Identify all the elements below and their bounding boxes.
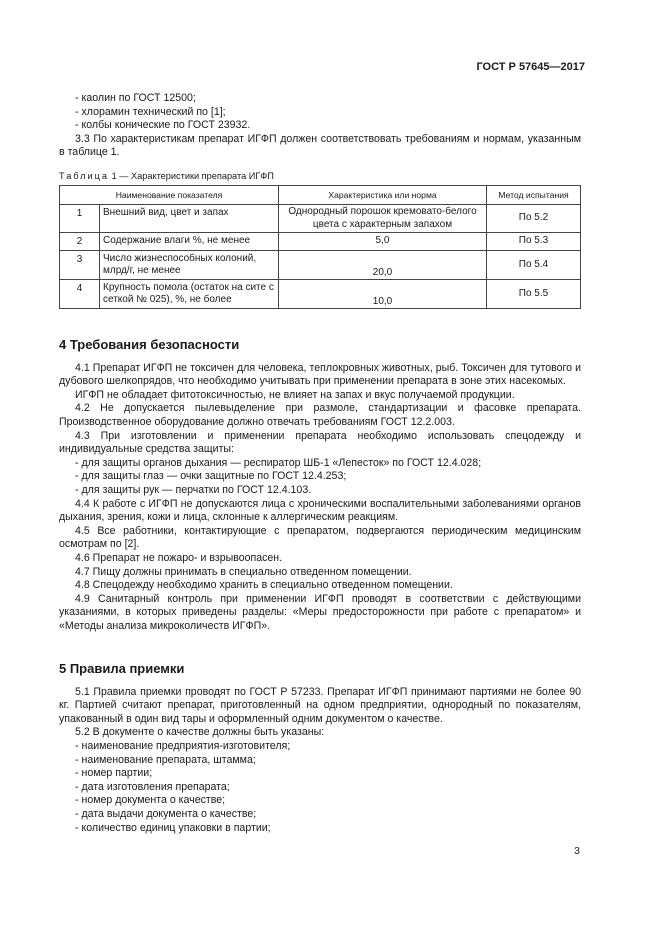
table-caption-text: 1 — Характеристики препарата ИГФП	[111, 171, 274, 181]
list-item: - каолин по ГОСТ 12500;	[75, 92, 196, 104]
paragraph: 5.2 В документе о качестве должны быть указаны:	[75, 726, 325, 739]
paragraph: 4.8 Спецодежду необходимо хранить в специально отведенном помещении.	[75, 579, 453, 592]
page-number: 3	[574, 845, 580, 857]
header-method: Метод испытания	[487, 186, 581, 205]
table-row	[60, 251, 581, 280]
row-norm: Однородный порошок кремовато-белого цвета с характерным запахом	[279, 205, 487, 233]
row-method: По 5.5	[487, 280, 581, 309]
paragraph-3-3: 3.3 По характеристикам препарат ИГФП должен соответствовать требованиям и нормам, указанным в таблице 1.	[59, 132, 581, 159]
list-item: - для защиты рук — перчатки по ГОСТ 12.4.103.	[75, 483, 312, 496]
row-name: Число жизнеспособных колоний, млрд/г, не менее	[100, 251, 279, 280]
characteristics-table	[59, 185, 581, 309]
list-item: - номер документа о качестве;	[75, 794, 226, 807]
section-5	[59, 662, 581, 835]
list-item: - для защиты органов дыхания — респиратор ШБ-1 «Лепесток» по ГОСТ 12.4.028;	[75, 456, 482, 469]
list-item: - для защиты глаз — очки защитные по ГОСТ 12.4.253;	[75, 470, 347, 483]
table-row	[60, 280, 581, 309]
document-header: ГОСТ Р 57645—2017	[476, 61, 585, 73]
row-method: По 5.4	[487, 251, 581, 280]
list-item: - количество единиц упаковки в партии;	[75, 821, 271, 834]
paragraph: ИГФП не обладает фитотоксичностью, не влияет на запах и вкус получаемой продукции.	[75, 388, 515, 401]
paragraph: 4.6 Препарат не пожаро- и взрывоопасен.	[75, 551, 283, 564]
row-name: Крупность помола (остаток на сите с сеткой № 025), %, не более	[100, 280, 279, 309]
paragraph: 4.1 Препарат ИГФП не токсичен для человека, теплокровных животных, рыб. Токсичен для тутового и дубового шелкопрядов, что необходимо учитывать при применении препарата в зоне этих насекомых.	[59, 361, 581, 388]
row-norm: 10,0	[279, 280, 487, 309]
paragraph: 4.2 Не допускается пылевыделение при размоле, стандартизации и фасовке препарата. Производственное оборудование должно отвечать требованиям ГОСТ 12.2.003.	[59, 402, 581, 428]
list-item: - наименование предприятия-изготовителя;	[75, 739, 291, 752]
row-norm: 20,0	[279, 251, 487, 280]
row-method: По 5.3	[487, 233, 581, 251]
paragraph: 4.9 Санитарный контроль при применении ИГФП проводят в соответствии с действующими указаниями, в которых приведены разделы: «Меры предосторожности при работе с препаратом» и «Методы анализа микроколичеств ИГФП».	[59, 592, 581, 632]
row-num: 4	[60, 280, 100, 309]
paragraph: 5.1 Правила приемки проводят по ГОСТ Р 57233. Препарат ИГФП принимают партиями не более 90 кг. Партией считают препарат, приготовленный на одном предприятии, однородный по показателям, упакованный в один вид тары и оформленный одним документом о качестве.	[59, 685, 581, 725]
paragraph: 4.4 К работе с ИГФП не допускаются лица с хроническими воспалительными заболеваниями органов дыхания, зрения, кожи и лица, склонные к аллергическим реакциям.	[59, 497, 581, 524]
row-method: По 5.2	[487, 205, 581, 233]
paragraph: 4.7 Пищу должны принимать в специально отведенном помещении.	[75, 565, 412, 578]
section-4-title: 4 Требования безопасности	[59, 337, 240, 352]
section-4	[59, 338, 581, 633]
row-norm: 5,0	[279, 233, 487, 251]
table-row	[60, 233, 581, 251]
row-num: 2	[60, 233, 100, 251]
table-caption-word: Таблица	[59, 171, 110, 181]
row-num: 3	[60, 251, 100, 280]
list-item: - хлорамин технический по [1];	[75, 105, 226, 118]
list-item: - колбы конические по ГОСТ 23932.	[75, 119, 251, 132]
list-item: - дата выдачи документа о качестве;	[75, 807, 257, 820]
section-5-title: 5 Правила приемки	[59, 661, 185, 676]
table-row	[60, 205, 581, 233]
row-name: Внешний вид, цвет и запах	[100, 205, 279, 233]
table-caption	[59, 170, 274, 184]
list-item: - дата изготовления препарата;	[75, 780, 230, 793]
header-name: Наименование показателя	[60, 186, 279, 205]
paragraph: 4.5 Все работники, контактирующие с препаратом, подвергаются периодическим медицинским осмотрам по [2].	[59, 524, 581, 551]
list-item: - наименование препарата, штамма;	[75, 753, 256, 766]
table-header-row	[60, 186, 581, 205]
row-num: 1	[60, 205, 100, 233]
row-name: Содержание влаги %, не менее	[100, 233, 279, 251]
intro-block	[59, 92, 581, 160]
header-norm: Характеристика или норма	[279, 186, 487, 205]
paragraph: 4.3 При изготовлении и применении препарата необходимо использовать спецодежду и индивидуальные средства защиты:	[59, 429, 581, 456]
list-item: - номер партии;	[75, 767, 153, 780]
